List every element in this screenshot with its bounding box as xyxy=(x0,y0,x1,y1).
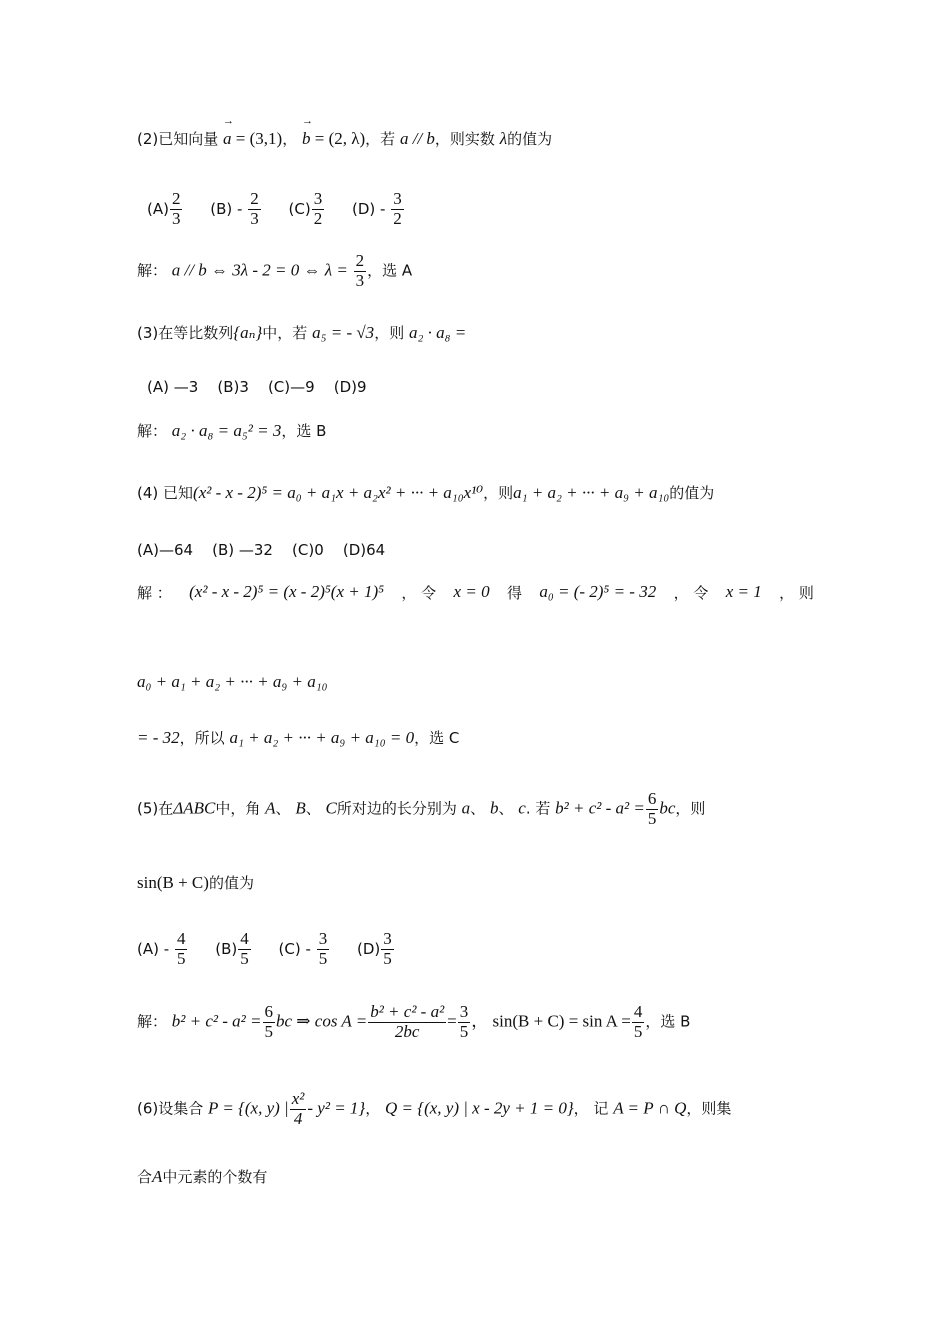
q5-dun2: 、 xyxy=(305,799,321,818)
q5-sol-p1: b² + c² - a² = xyxy=(171,1011,262,1031)
q5-option-b: (B) $\frac{4}{5}$ xyxy=(215,929,249,968)
q5-cond-tail: bc xyxy=(659,798,676,818)
q2-eq-a: = (3,1) xyxy=(231,129,283,148)
q5-cond-fraction: $\frac{6}{5}$ xyxy=(647,789,657,828)
q2-text1: 已知向量 xyxy=(158,130,219,148)
q5-b: b xyxy=(489,798,499,818)
q4-text1: 已知 xyxy=(158,484,194,502)
q6-P2: - y² = 1} xyxy=(307,1098,366,1118)
q4-sol-tail: ，选 C xyxy=(414,729,460,747)
q5-label: (5) xyxy=(137,799,159,818)
q2-stem xyxy=(137,128,552,149)
q3-text3: ，则 xyxy=(374,324,405,342)
q5-text5: ，则 xyxy=(675,799,706,818)
q5-options xyxy=(137,930,417,968)
q6-sep: ， xyxy=(365,1099,381,1118)
q4-options: (A)—64 (B) —32 (C)0 (D)64 xyxy=(137,541,386,559)
q2-text2: ，则实数 xyxy=(434,130,495,148)
q5-sol-p3: = xyxy=(447,1011,457,1031)
q5-text1: 在 xyxy=(158,799,174,818)
q4-label: (4) xyxy=(137,484,159,502)
q2-vector-a: → a xyxy=(223,129,232,149)
q5-option-d: (D) $\frac{3}{5}$ xyxy=(356,929,392,968)
q4-text2: ，则 xyxy=(483,484,514,502)
q6-P1: P = {(x, y) | xyxy=(208,1098,289,1118)
q2-option-a: (A) $\frac{2}{3}$ xyxy=(147,189,181,228)
q5-sol-frac4: $\frac{4}{5}$ xyxy=(633,1002,643,1041)
q2-option-b: (B) - $\frac{2}{3}$ xyxy=(210,189,259,228)
q4-ask: a₁ + a₂ + ··· + a₉ + a₁₀ xyxy=(513,483,670,502)
q5-stem-line2 xyxy=(137,872,254,893)
q5-text3: 所对边的长分别为 xyxy=(336,799,457,818)
q5-text2: 中，角 xyxy=(215,799,261,818)
q4-sol-ling1: ， 令 xyxy=(401,584,437,602)
q2-options xyxy=(147,190,427,228)
q3-sol-tail: ，选 B xyxy=(281,422,327,440)
q4-solution-line1 xyxy=(137,582,814,603)
q5-dun3: 、 xyxy=(470,799,486,818)
q3-text2: 中，若 xyxy=(262,324,308,342)
q5-cond: b² + c² - a² = xyxy=(555,798,645,818)
q5-sol-p2: bc ⇒ cos A = xyxy=(276,1011,368,1031)
q2-sol-label: 解： xyxy=(137,261,168,280)
q2-eq-b: = (2, λ) xyxy=(310,129,366,148)
q2-sol-tail: ，选 A xyxy=(367,261,413,280)
q4-sol-res2: a₁ + a₂ + ··· + a₉ + a₁₀ = 0 xyxy=(229,728,415,747)
q2-parallel: a // b xyxy=(399,129,435,148)
q2-sep2: ，若 xyxy=(365,130,396,148)
q6-label: (6) xyxy=(137,1099,159,1118)
q4-sol-x0: x = 0 xyxy=(453,582,490,601)
q5-option-c: (C) - $\frac{3}{5}$ xyxy=(278,929,328,968)
q4-expand: (x² - x - 2)⁵ = a₀ + a₁x + a₂x² + ··· + a₁₀x¹⁰ xyxy=(193,483,484,502)
q5-sol-frac1: $\frac{6}{5}$ xyxy=(264,1002,273,1041)
q4-sol-ze: ， 则 xyxy=(779,584,814,602)
q6-Q: Q = {(x, y) | x - 2y + 1 = 0} xyxy=(385,1098,574,1118)
q6-text3: ，则集 xyxy=(686,1099,732,1118)
q5-dun1: 、 xyxy=(275,799,291,818)
q2-solution xyxy=(137,252,412,290)
q3-sol-expr: a₂ · a₈ = a₅² = 3 xyxy=(171,421,282,440)
q3-seq: {aₙ} xyxy=(233,323,263,342)
q4-sol-de: 得 xyxy=(506,584,522,602)
q3-solution xyxy=(137,420,326,441)
q4-sol-sum: a₀ + a₁ + a₂ + ··· + a₉ + a₁₀ xyxy=(137,672,328,691)
q4-solution-line3 xyxy=(137,727,459,748)
q4-stem xyxy=(137,482,714,503)
q6-line2a: 合 xyxy=(137,1168,153,1186)
q4-sol-a0: a₀ = (- 2)⁵ = - 32 xyxy=(539,582,657,601)
q2-sol-fraction: $\frac{2}{3}$ xyxy=(355,251,365,290)
q5-text6: 的值为 xyxy=(208,874,254,892)
q2-sol-expr: a // b ⇔ 3λ - 2 = 0 ⇔ λ = xyxy=(171,260,348,280)
q6-line2A: A xyxy=(152,1167,163,1186)
q5-c: c xyxy=(518,798,526,818)
q5-C: C xyxy=(325,798,337,818)
q4-sol-suoyi: ，所以 xyxy=(179,729,225,747)
q3-text1: 在等比数列 xyxy=(158,324,234,342)
q4-sol-ling2: ， 令 xyxy=(673,584,709,602)
q5-A: A xyxy=(265,798,276,818)
q5-a: a xyxy=(461,798,471,818)
q3-sol-label: 解： xyxy=(137,422,168,440)
q2-sep1: ， xyxy=(282,130,298,148)
q5-triangle: ΔABC xyxy=(173,798,216,818)
q2-lambda: λ xyxy=(499,129,508,148)
q5-sol-label: 解： xyxy=(137,1012,168,1031)
q6-A: A = P ∩ Q xyxy=(613,1098,687,1118)
q5-sol-frac2: $\frac{\text{b² + c² - a²}}{2bc}$ xyxy=(370,1002,445,1041)
q2-vector-b: → b xyxy=(302,129,311,149)
q6-text1: 设集合 xyxy=(158,1099,204,1118)
q5-ask: sin(B + C) xyxy=(137,873,209,892)
q4-sol-x1: x = 1 xyxy=(725,582,762,601)
q4-sol-expr1: (x² - x - 2)⁵ = (x - 2)⁵(x + 1)⁵ xyxy=(189,582,385,601)
q3-ask: a₂ · a₈ = xyxy=(408,323,467,342)
q5-solution xyxy=(137,1003,690,1041)
q5-dun4: 、 xyxy=(498,799,514,818)
q2-label: (2) xyxy=(137,130,159,148)
q5-stem xyxy=(137,790,705,828)
q5-sol-p4: ， sin(B + C) = sin A = xyxy=(471,1011,631,1031)
q6-text2: ， 记 xyxy=(573,1099,609,1118)
q6-stem-line2 xyxy=(137,1166,267,1187)
q4-sol-res1: = - 32 xyxy=(137,728,180,747)
q6-stem xyxy=(137,1090,731,1128)
q5-text4: . 若 xyxy=(525,799,551,818)
q3-cond: a₅ = - √3 xyxy=(312,323,375,342)
q3-label: (3) xyxy=(137,324,159,342)
q3-options: (A) —3 (B)3 (C)—9 (D)9 xyxy=(147,378,367,396)
q2-text3: 的值为 xyxy=(507,130,553,148)
q4-sol-label: 解 ： xyxy=(137,584,172,602)
q5-sol-tail: ，选 B xyxy=(645,1012,691,1031)
q5-option-a: (A) - $\frac{4}{5}$ xyxy=(137,929,186,968)
q4-text3: 的值为 xyxy=(669,484,715,502)
q5-sol-frac3: $\frac{3}{5}$ xyxy=(459,1002,469,1041)
q2-option-d: (D) - $\frac{3}{2}$ xyxy=(351,189,402,228)
q2-option-c: (C) $\frac{3}{2}$ xyxy=(288,189,323,228)
q5-B: B xyxy=(295,798,306,818)
q6-P-fraction: $\frac{\text{x²}}{4}$ xyxy=(291,1089,305,1128)
q6-line2b: 中元素的个数有 xyxy=(162,1168,268,1186)
q3-stem xyxy=(137,322,466,343)
